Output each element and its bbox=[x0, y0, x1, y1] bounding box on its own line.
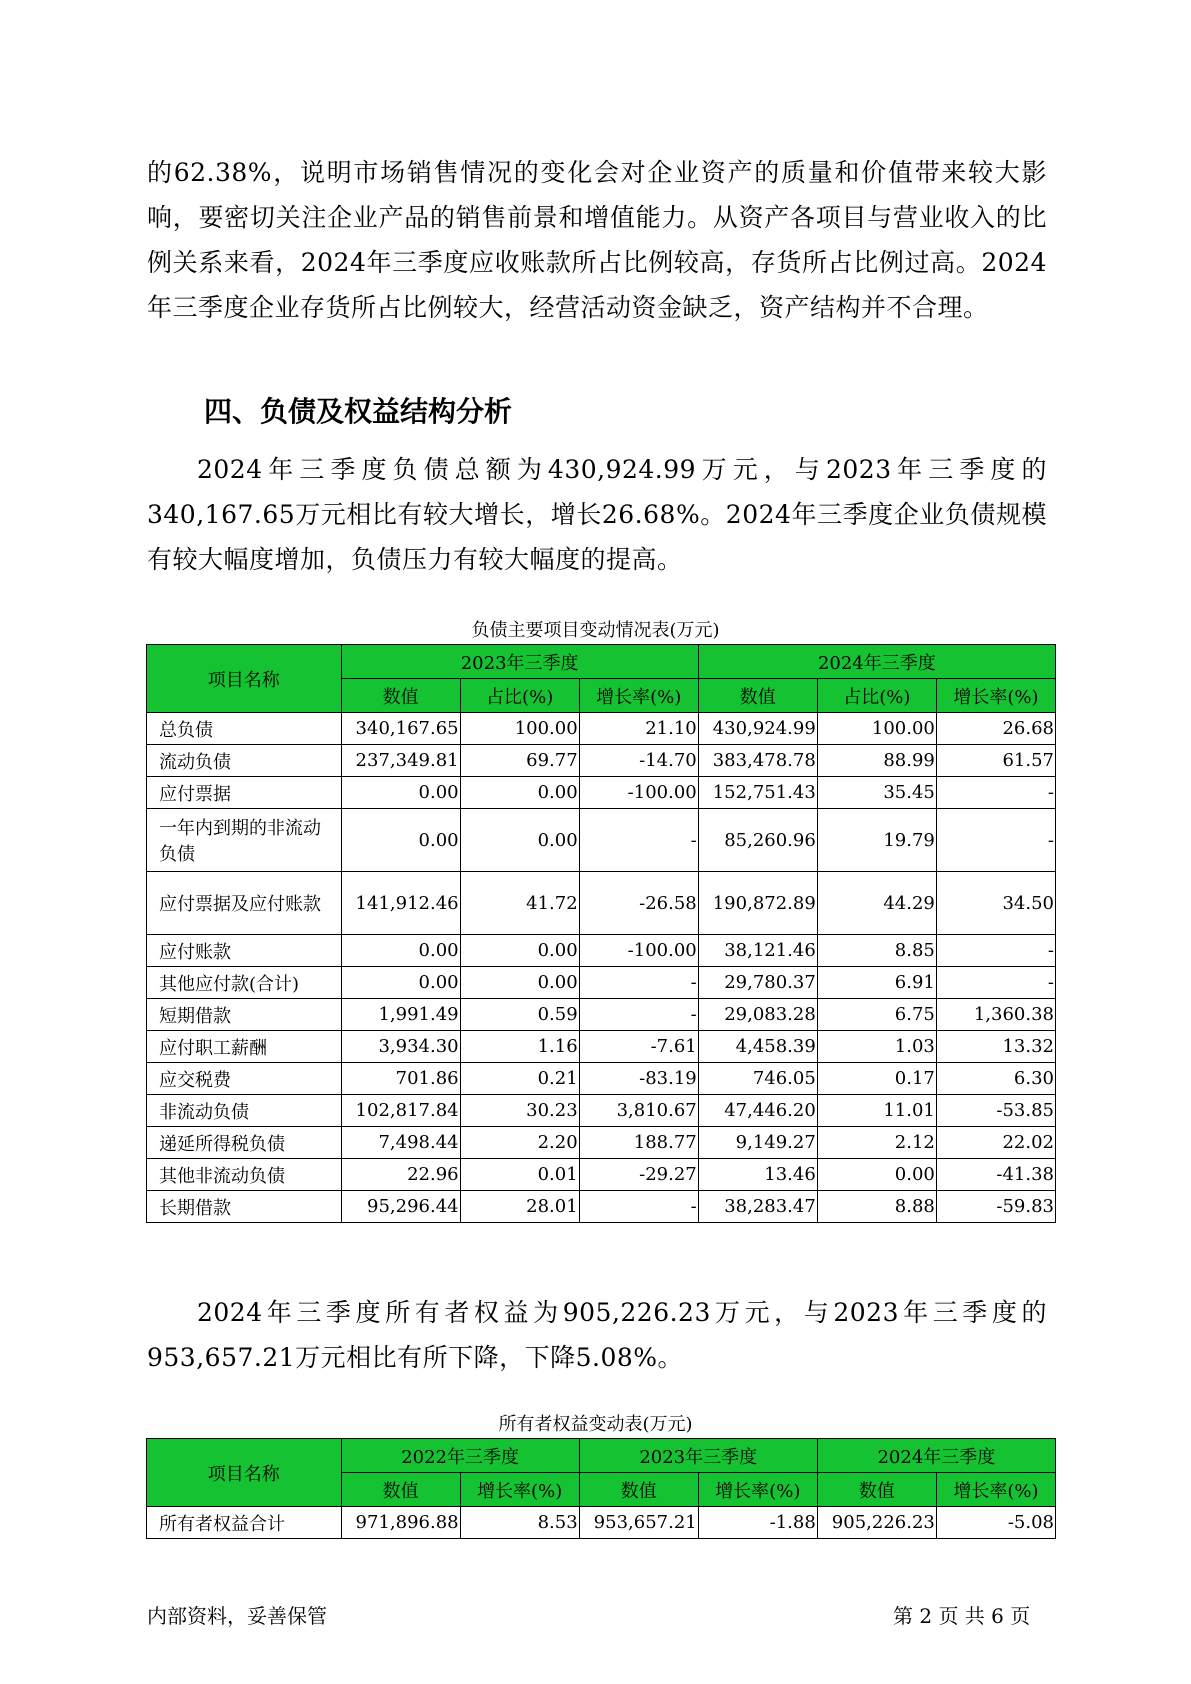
table1-caption: 负债主要项目变动情况表(万元) bbox=[471, 620, 720, 641]
cell-value: 905,226.23 bbox=[817, 1507, 936, 1539]
cell-growth: 34.50 bbox=[936, 872, 1055, 935]
cell-value: 701.86 bbox=[341, 1063, 460, 1095]
cell-share: 0.00 bbox=[460, 967, 579, 999]
cell-value: 13.46 bbox=[698, 1159, 817, 1191]
cell-value: 85,260.96 bbox=[698, 809, 817, 872]
row-name: 应交税费 bbox=[147, 1063, 342, 1095]
cell-share: 0.00 bbox=[460, 777, 579, 809]
cell-growth: -29.27 bbox=[579, 1159, 698, 1191]
cell-growth: -26.58 bbox=[579, 872, 698, 935]
cell-value: 0.00 bbox=[341, 809, 460, 872]
cell-growth: -83.19 bbox=[579, 1063, 698, 1095]
cell-value: 0.00 bbox=[341, 935, 460, 967]
cell-value: 7,498.44 bbox=[341, 1127, 460, 1159]
row-name: 应付票据 bbox=[147, 777, 342, 809]
cell-value: 1,991.49 bbox=[341, 999, 460, 1031]
cell-value: 4,458.39 bbox=[698, 1031, 817, 1063]
header-period-2024: 2024年三季度 bbox=[817, 1439, 1055, 1473]
paragraph-liabilities: 2024年三季度负债总额为430,924.99万元，与2023年三季度的340,167.65万元相比有较大增长，增长26.68%。2024年三季度企业负债规模有较大幅度增加，负债压力有较大幅度的提高。 bbox=[147, 455, 1047, 574]
row-name: 其他应付款(合计) bbox=[147, 967, 342, 999]
row-name: 流动负债 bbox=[147, 745, 342, 777]
cell-share: 0.17 bbox=[817, 1063, 936, 1095]
row-name: 所有者权益合计 bbox=[147, 1507, 342, 1539]
table-row bbox=[147, 967, 1056, 999]
cell-value: 22.96 bbox=[341, 1159, 460, 1191]
cell-value: 9,149.27 bbox=[698, 1127, 817, 1159]
cell-value: 383,478.78 bbox=[698, 745, 817, 777]
cell-share: 11.01 bbox=[817, 1095, 936, 1127]
cell-value: 340,167.65 bbox=[341, 713, 460, 745]
header-value: 数值 bbox=[698, 679, 817, 713]
cell-growth: - bbox=[936, 967, 1055, 999]
row-name: 应付账款 bbox=[147, 935, 342, 967]
cell-growth: 61.57 bbox=[936, 745, 1055, 777]
cell-growth: - bbox=[579, 999, 698, 1031]
table-row bbox=[147, 745, 1056, 777]
header-growth: 增长率(%) bbox=[698, 1473, 817, 1507]
cell-value: 237,349.81 bbox=[341, 745, 460, 777]
cell-share: 0.00 bbox=[460, 935, 579, 967]
cell-value: 38,121.46 bbox=[698, 935, 817, 967]
cell-share: 100.00 bbox=[460, 713, 579, 745]
row-name: 其他非流动负债 bbox=[147, 1159, 342, 1191]
cell-share: 6.75 bbox=[817, 999, 936, 1031]
paragraph-asset-structure: 的62.38%，说明市场销售情况的变化会对企业资产的质量和价值带来较大影响，要密切关注企业产品的销售前景和增值能力。从资产各项目与营业收入的比例关系来看，2024年三季度应收账款所占比例较高，存货所占比例过高。2024年三季度企业存货所占比例较大，经营活动资金缺乏，资产结构并不合理。 bbox=[147, 158, 1047, 322]
cell-share: 28.01 bbox=[460, 1191, 579, 1223]
cell-share: 88.99 bbox=[817, 745, 936, 777]
header-period-2022: 2022年三季度 bbox=[341, 1439, 579, 1473]
cell-growth: 26.68 bbox=[936, 713, 1055, 745]
table-row bbox=[147, 999, 1056, 1031]
cell-share: 35.45 bbox=[817, 777, 936, 809]
cell-value: 47,446.20 bbox=[698, 1095, 817, 1127]
cell-growth: 22.02 bbox=[936, 1127, 1055, 1159]
row-name: 短期借款 bbox=[147, 999, 342, 1031]
cell-value: 152,751.43 bbox=[698, 777, 817, 809]
cell-share: 0.21 bbox=[460, 1063, 579, 1095]
cell-share: 41.72 bbox=[460, 872, 579, 935]
table-row bbox=[147, 1191, 1056, 1223]
cell-value: 971,896.88 bbox=[341, 1507, 460, 1539]
cell-growth: - bbox=[936, 809, 1055, 872]
cell-growth: -100.00 bbox=[579, 935, 698, 967]
cell-value: 3,934.30 bbox=[341, 1031, 460, 1063]
cell-share: 1.03 bbox=[817, 1031, 936, 1063]
cell-share: 0.01 bbox=[460, 1159, 579, 1191]
table-row bbox=[147, 935, 1056, 967]
cell-share: 6.91 bbox=[817, 967, 936, 999]
header-share: 占比(%) bbox=[460, 679, 579, 713]
cell-growth: - bbox=[579, 809, 698, 872]
cell-growth: -7.61 bbox=[579, 1031, 698, 1063]
cell-growth: -100.00 bbox=[579, 777, 698, 809]
cell-growth: 3,810.67 bbox=[579, 1095, 698, 1127]
cell-value: 95,296.44 bbox=[341, 1191, 460, 1223]
header-item-name: 项目名称 bbox=[147, 1439, 342, 1507]
cell-share: 100.00 bbox=[817, 713, 936, 745]
header-growth: 增长率(%) bbox=[936, 1473, 1055, 1507]
cell-share: 2.20 bbox=[460, 1127, 579, 1159]
header-item-name: 项目名称 bbox=[147, 645, 342, 713]
header-share: 占比(%) bbox=[817, 679, 936, 713]
cell-share: 44.29 bbox=[817, 872, 936, 935]
header-value: 数值 bbox=[817, 1473, 936, 1507]
header-growth: 增长率(%) bbox=[460, 1473, 579, 1507]
cell-growth: -53.85 bbox=[936, 1095, 1055, 1127]
table-row bbox=[147, 872, 1056, 935]
paragraph-equity: 2024年三季度所有者权益为905,226.23万元，与2023年三季度的953,657.21万元相比有所下降，下降5.08%。 bbox=[147, 1298, 1047, 1372]
cell-growth: -14.70 bbox=[579, 745, 698, 777]
liabilities-table bbox=[146, 644, 1056, 1223]
equity-table bbox=[146, 1438, 1056, 1539]
row-name: 一年内到期的非流动负债 bbox=[147, 809, 342, 872]
cell-share: 19.79 bbox=[817, 809, 936, 872]
header-value: 数值 bbox=[341, 1473, 460, 1507]
header-growth: 增长率(%) bbox=[579, 679, 698, 713]
cell-share: 0.00 bbox=[460, 809, 579, 872]
table2-caption: 所有者权益变动表(万元) bbox=[498, 1414, 693, 1435]
cell-value: 29,083.28 bbox=[698, 999, 817, 1031]
row-name: 总负债 bbox=[147, 713, 342, 745]
table-row bbox=[147, 1127, 1056, 1159]
cell-value: 746.05 bbox=[698, 1063, 817, 1095]
table-row bbox=[147, 1031, 1056, 1063]
cell-value: 102,817.84 bbox=[341, 1095, 460, 1127]
cell-growth: - bbox=[936, 935, 1055, 967]
cell-growth: 6.30 bbox=[936, 1063, 1055, 1095]
cell-value: 0.00 bbox=[341, 777, 460, 809]
cell-growth: 8.53 bbox=[460, 1507, 579, 1539]
table-row bbox=[147, 809, 1056, 872]
cell-growth: -59.83 bbox=[936, 1191, 1055, 1223]
cell-value: 953,657.21 bbox=[579, 1507, 698, 1539]
cell-growth: 188.77 bbox=[579, 1127, 698, 1159]
cell-share: 0.00 bbox=[817, 1159, 936, 1191]
cell-value: 38,283.47 bbox=[698, 1191, 817, 1223]
table-row bbox=[147, 777, 1056, 809]
cell-growth: - bbox=[936, 777, 1055, 809]
table-row bbox=[147, 713, 1056, 745]
cell-share: 69.77 bbox=[460, 745, 579, 777]
cell-share: 8.88 bbox=[817, 1191, 936, 1223]
cell-share: 0.59 bbox=[460, 999, 579, 1031]
cell-share: 2.12 bbox=[817, 1127, 936, 1159]
cell-share: 8.85 bbox=[817, 935, 936, 967]
header-period-2023: 2023年三季度 bbox=[579, 1439, 817, 1473]
cell-growth: 1,360.38 bbox=[936, 999, 1055, 1031]
table-row bbox=[147, 1507, 1056, 1539]
cell-growth: -41.38 bbox=[936, 1159, 1055, 1191]
cell-growth: 13.32 bbox=[936, 1031, 1055, 1063]
cell-share: 1.16 bbox=[460, 1031, 579, 1063]
table-row bbox=[147, 1095, 1056, 1127]
footer-confidential: 内部资料，妥善保管 bbox=[147, 1604, 327, 1628]
header-value: 数值 bbox=[579, 1473, 698, 1507]
table-row bbox=[147, 1159, 1056, 1191]
cell-share: 30.23 bbox=[460, 1095, 579, 1127]
cell-growth: -5.08 bbox=[936, 1507, 1055, 1539]
row-name: 应付职工薪酬 bbox=[147, 1031, 342, 1063]
cell-value: 29,780.37 bbox=[698, 967, 817, 999]
cell-value: 141,912.46 bbox=[341, 872, 460, 935]
section-heading: 四、负债及权益结构分析 bbox=[204, 395, 513, 428]
row-name: 长期借款 bbox=[147, 1191, 342, 1223]
table-row bbox=[147, 1063, 1056, 1095]
row-name: 递延所得税负债 bbox=[147, 1127, 342, 1159]
cell-growth: - bbox=[579, 1191, 698, 1223]
header-period-2023: 2023年三季度 bbox=[341, 645, 698, 679]
header-value: 数值 bbox=[341, 679, 460, 713]
header-period-2024: 2024年三季度 bbox=[698, 645, 1055, 679]
cell-growth: - bbox=[579, 967, 698, 999]
cell-growth: -1.88 bbox=[698, 1507, 817, 1539]
cell-value: 190,872.89 bbox=[698, 872, 817, 935]
footer-page-number: 第 2 页 共 6 页 bbox=[893, 1604, 1031, 1628]
cell-value: 430,924.99 bbox=[698, 713, 817, 745]
header-growth: 增长率(%) bbox=[936, 679, 1055, 713]
row-name: 非流动负债 bbox=[147, 1095, 342, 1127]
cell-growth: 21.10 bbox=[579, 713, 698, 745]
row-name: 应付票据及应付账款 bbox=[147, 872, 342, 935]
cell-value: 0.00 bbox=[341, 967, 460, 999]
